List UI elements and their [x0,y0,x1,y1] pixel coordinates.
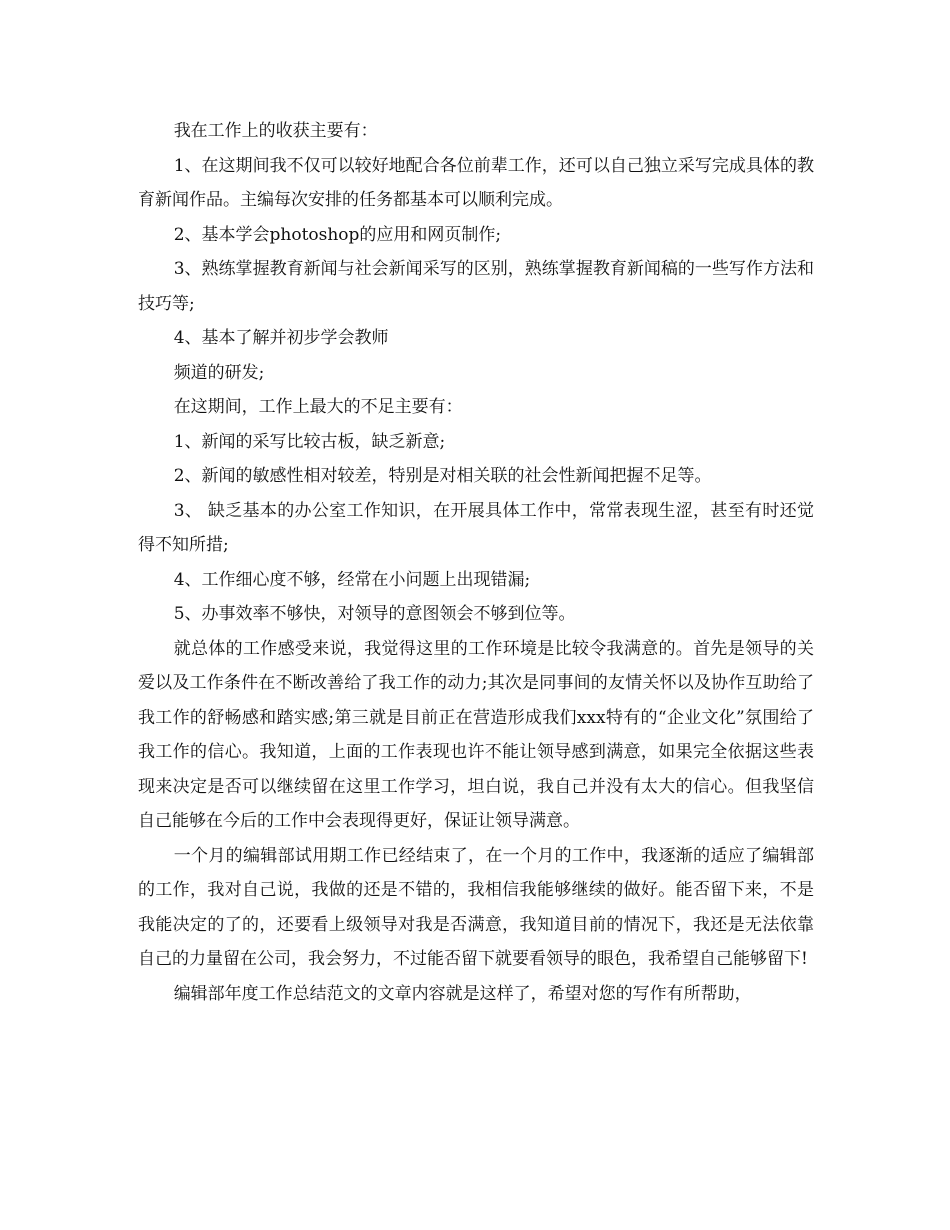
paragraph: 4、工作细心度不够，经常在小问题上出现错漏; [173,569,531,590]
paragraph: 1、新闻的采写比较古板，缺乏新意; [173,431,446,452]
paragraph: 2、基本学会photoshop的应用和网页制作; [173,224,502,245]
paragraph: 一个月的编辑部试用期工作已经结束了，在一个月的工作中，我逐渐的适应了编辑部的工作，我对自己说，我做的还是不错的，我相信我能够继续的做好。能否留下来，不是我能决定的了的，还要看上级领导对我是否满意，我知道目前的情况下，我还是无法依靠自己的力量留在公司，我会努力，不过能否留下就要看领导的眼色，我希望自己能够留下! [138,845,814,969]
paragraph: 就总体的工作感受来说，我觉得这里的工作环境是比较令我满意的。首先是领导的关爱以及工作条件在不断改善给了我工作的动力;其次是同事间的友情关怀以及协作互助给了我工作的舒畅感和踏实感;第三就是目前正在营造形成我们xxx特有的“企业文化”氛围给了我工作的信心。我知道，上面的工作表现也许不能让领导感到满意，如果完全依据这些表现来决定是否可以继续留在这里工作学习，坦白说，我自己并没有太大的信心。但我坚信自己能够在今后的工作中会表现得更好，保证让领导满意。 [138,638,814,831]
paragraph: 5、办事效率不够快，对领导的意图领会不够到位等。 [173,604,576,624]
paragraph: 1、在这期间我不仅可以较好地配合各位前辈工作，还可以自己独立采写完成具体的教育新闻作品。主编每次安排的任务都基本可以顺利完成。 [138,155,814,210]
paragraph: 我在工作上的收获主要有： [173,121,378,141]
paragraph: 3、 缺乏基本的办公室工作知识，在开展具体工作中，常常表现生涩，甚至有时还觉得不知所措; [138,500,814,555]
paragraph: 3、熟练掌握教育新闻与社会新闻采写的区别，熟练掌握教育新闻稿的一些写作方法和技巧等; [138,259,814,314]
paragraph: 4、基本了解并初步学会教师 [173,328,389,348]
paragraph: 频道的研发; [173,362,265,383]
paragraph: 在这期间，工作上最大的不足主要有： [173,397,463,417]
document-body [138,114,814,1011]
paragraph: 编辑部年度工作总结范文的文章内容就是这样了，希望对您的写作有所帮助， [173,983,752,1004]
paragraph: 2、新闻的敏感性相对较差，特别是对相关联的社会性新闻把握不足等。 [173,466,712,486]
